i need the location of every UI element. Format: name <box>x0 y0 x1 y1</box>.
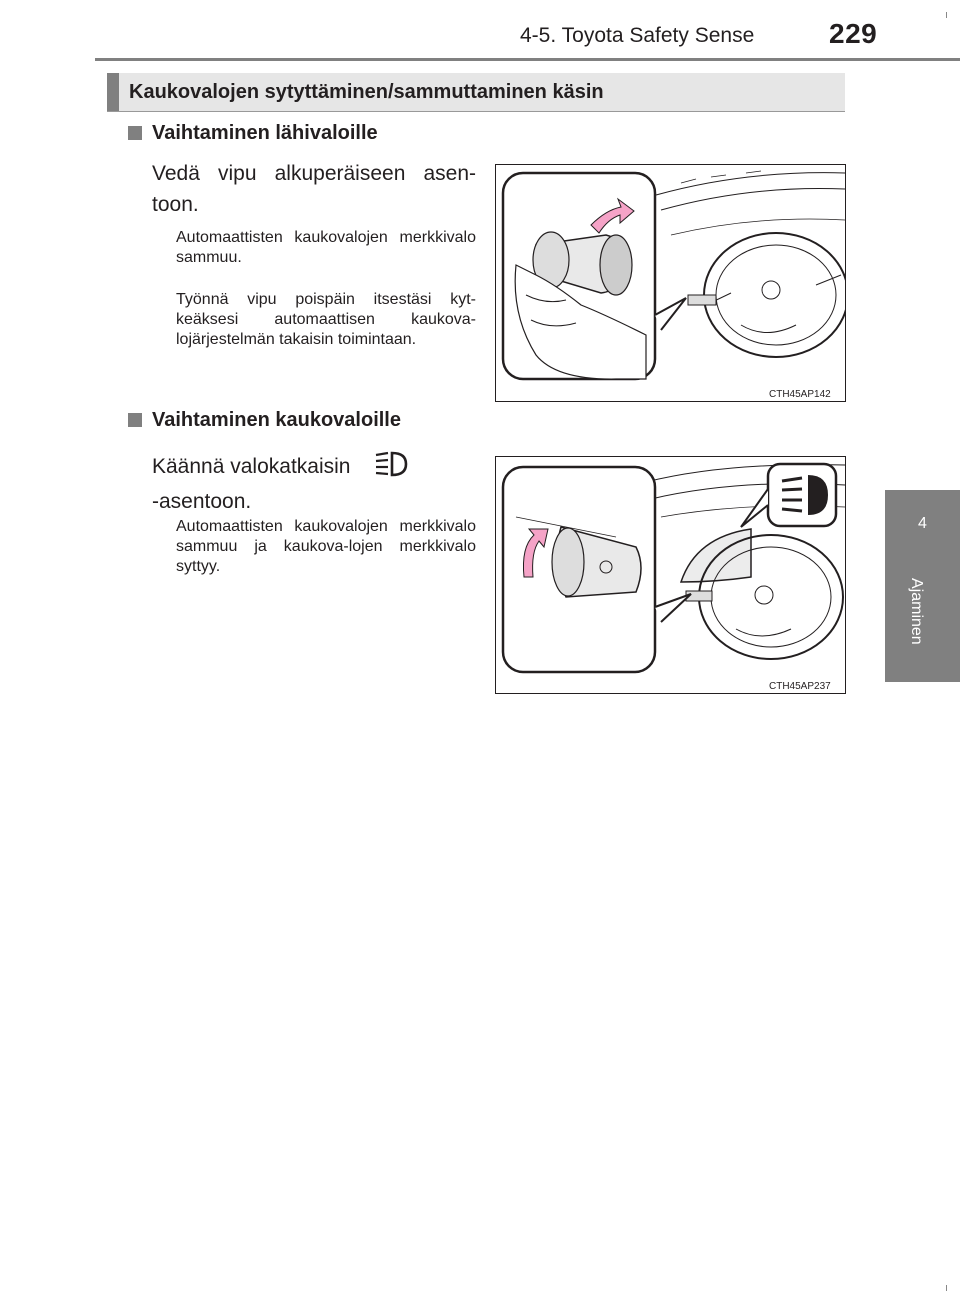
instruction-text: Vedä vipu alkuperäiseen asen-toon. <box>152 162 476 216</box>
figure-high-beam <box>495 456 846 694</box>
figure-code: CTH45AP237 <box>769 681 831 692</box>
note-text: Työnnä vipu poispäin itsestäsi kyt-keäksesi automaattisen kaukova-lojärjestelmän takaisin toimintaan. <box>176 291 476 348</box>
subheading-text: Vaihtaminen lähivaloille <box>152 122 378 144</box>
figure-code: CTH45AP142 <box>769 389 831 400</box>
chapter-label: Ajaminen <box>908 578 925 645</box>
crop-mark <box>946 12 947 18</box>
header-rule <box>95 58 960 61</box>
heading-bar <box>107 73 119 111</box>
subheading-text: Vaihtaminen kaukovaloille <box>152 409 401 431</box>
instruction-text <box>152 451 476 517</box>
square-bullet-icon <box>128 413 142 427</box>
page-number: 229 <box>829 18 878 49</box>
subheading-high-beam <box>128 409 401 432</box>
lever-push-illustration <box>496 457 845 693</box>
subheading-low-beam <box>128 122 378 145</box>
high-beam-icon <box>374 451 408 486</box>
crop-mark <box>946 1285 947 1291</box>
lever-pull-illustration <box>496 165 845 401</box>
note-text: Automaattisten kaukovalojen merkkivalo sammuu ja kaukova-lojen merkkivalo syttyy. <box>176 518 476 575</box>
square-bullet-icon <box>128 126 142 140</box>
box-heading <box>107 73 845 112</box>
instruction-part: -asentoon. <box>152 490 252 513</box>
chapter-number: 4 <box>918 515 927 532</box>
section-title: 4-5. Toyota Safety Sense <box>520 24 755 47</box>
box-heading-text: Kaukovalojen sytyttäminen/sammuttaminen käsin <box>129 81 604 103</box>
instruction-part: Käännä valokatkaisin <box>152 455 351 478</box>
note-text: Automaattisten kaukovalojen merkkivalo sammuu. <box>176 229 476 266</box>
figure-low-beam <box>495 164 846 402</box>
